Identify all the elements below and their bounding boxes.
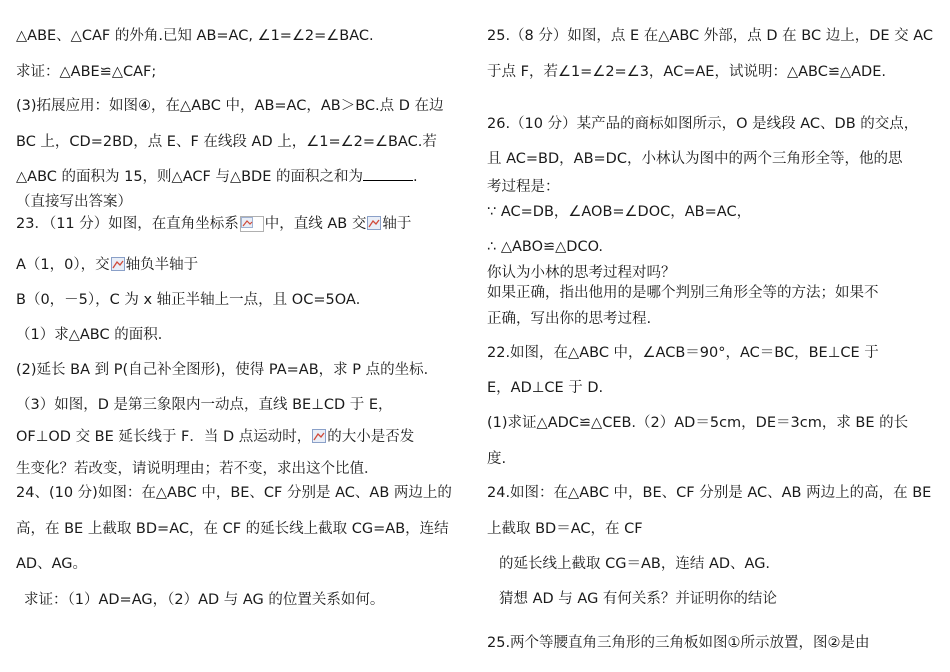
text-line-part: OF⊥OD 交 BE 延长线于 F．当 D 点运动时， xyxy=(16,429,312,445)
text-line: 考过程是： xyxy=(487,179,560,195)
text-line: △ABE、△CAF 的外角.已知 AB=AC, ∠1=∠2=∠BAC. xyxy=(16,28,374,44)
text-line-part: A（1，0），交 xyxy=(16,257,110,273)
text-line-part: 23．（11 分）如图，在直角坐标系 xyxy=(16,216,239,232)
text-line: 22.如图，在△ABC 中，∠ACB＝90°，AC＝BC，BE⊥CE 于 xyxy=(487,345,879,361)
text-line: 于点 F，若∠1=∠2=∠3，AC=AE，试说明：△ABC≌△ADE. xyxy=(487,64,886,80)
text-line-part: 中，直线 AB 交 xyxy=(264,216,367,232)
text-line xyxy=(16,168,418,186)
text-line: (2)延长 BA 到 P(自己补全图形)，使得 PA=AB，求 P 点的坐标． xyxy=(16,362,439,378)
text-line: （3）如图，D 是第三象限内一动点，直线 BE⊥CD 于 E， xyxy=(16,397,393,413)
text-line: 24.如图：在△ABC 中，BE、CF 分别是 AC、AB 两边上的高，在 BE xyxy=(487,485,932,501)
answer-blank xyxy=(363,168,413,181)
text-line: 猜想 AD 与 AG 有何关系？并证明你的结论 xyxy=(499,591,777,607)
text-line: ∵ AC=DB，∠AOB=∠DOC，AB=AC， xyxy=(487,204,752,220)
text-line: 你认为小林的思考过程对吗？ xyxy=(487,265,676,281)
text-line: 24、(10 分)如图：在△ABC 中，BE、CF 分别是 AC、AB 两边上的 xyxy=(16,485,452,501)
text-line: 求证：（1）AD=AG，（2）AD 与 AG 的位置关系如何。 xyxy=(24,592,385,608)
text-line: 度. xyxy=(487,451,507,467)
broken-image-icon xyxy=(367,216,381,230)
text-line: ∴ △ABO≌△DCO. xyxy=(487,239,604,255)
text-line: （直接写出答案） xyxy=(16,194,132,210)
text-line: 25.两个等腰直角三角形的三角板如图①所示放置，图②是由 xyxy=(487,635,870,651)
text-line: (3)拓展应用：如图④，在△ABC 中，AB=AC，AB＞BC.点 D 在边 xyxy=(16,98,444,114)
text-line: BC 上，CD=2BD，点 E、F 在线段 AD 上，∠1=∠2=∠BAC.若 xyxy=(16,134,437,150)
text-line: 生变化？若改变，请说明理由；若不变，求出这个比值． xyxy=(16,461,379,477)
broken-image-icon xyxy=(312,429,326,443)
text-line-part: 的大小是否发 xyxy=(327,429,415,445)
text-line: (1)求证△ADC≌△CEB.（2）AD＝5cm，DE＝3cm，求 BE 的长 xyxy=(487,415,909,431)
text-line: 26.（10 分）某产品的商标如图所示，O 是线段 AC、DB 的交点， xyxy=(487,116,919,132)
text-line xyxy=(16,256,198,274)
text-line: 求证：△ABE≌△CAF; xyxy=(16,64,157,80)
broken-image-icon xyxy=(111,257,125,271)
text-line: 如果正确，指出他用的是哪个判别三角形全等的方法；如果不 xyxy=(487,285,879,301)
text-line-part: 轴负半轴于 xyxy=(125,257,199,273)
text-line: 正确，写出你的思考过程. xyxy=(487,311,652,327)
text-line: 的延长线上截取 CG＝AB，连结 AD、AG. xyxy=(499,556,771,572)
text-line: AD、AG。 xyxy=(16,556,87,572)
text-line: （1）求△ABC 的面积． xyxy=(16,327,173,343)
broken-image-icon xyxy=(240,216,264,230)
text-line-part: △ABC 的面积为 15，则△ACF 与△BDE 的面积之和为 xyxy=(16,169,363,185)
text-line: 高，在 BE 上截取 BD=AC，在 CF 的延长线上截取 CG=AB，连结 xyxy=(16,521,449,537)
text-line-part: . xyxy=(412,169,418,185)
text-line: E，AD⊥CE 于 D. xyxy=(487,380,604,396)
text-line: 上截取 BD＝AC，在 CF xyxy=(487,521,643,537)
text-line xyxy=(16,428,414,446)
text-line: 25.（8 分）如图，点 E 在△ABC 外部，点 D 在 BC 边上，DE 交 AC xyxy=(487,28,934,44)
text-line: 且 AC=BD，AB=DC，小林认为图中的两个三角形全等，他的思 xyxy=(487,151,903,167)
text-line-part: 轴于 xyxy=(382,216,412,232)
text-line xyxy=(16,215,411,233)
text-line: B（0，－5），C 为 x 轴正半轴上一点，且 OC=5OA． xyxy=(16,292,371,308)
